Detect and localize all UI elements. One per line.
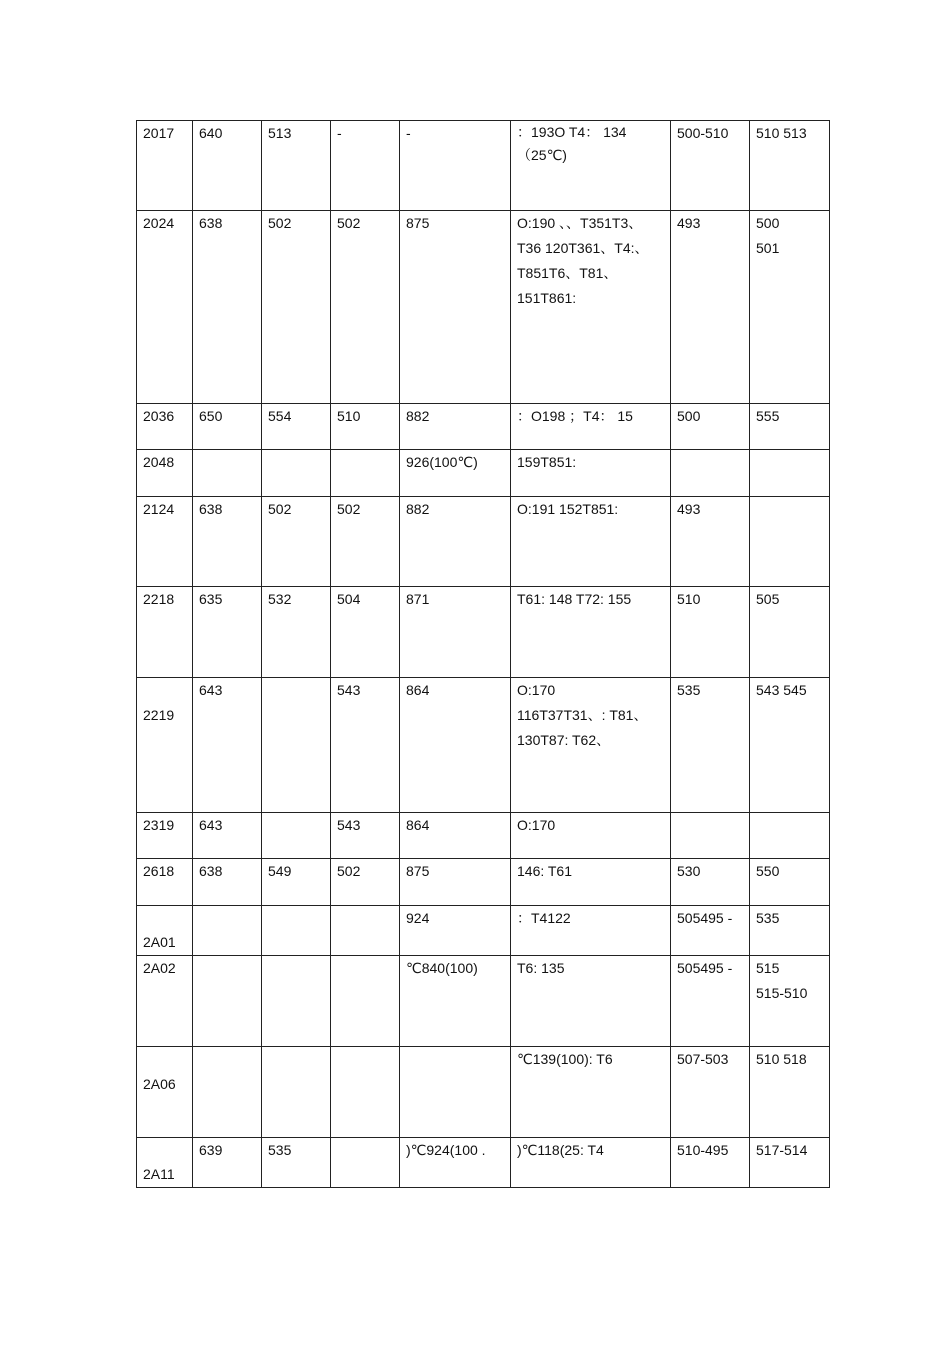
table-cell [262,906,331,956]
table-cell: 146: T61 [511,859,671,906]
table-cell [331,906,400,956]
table-cell: 2A06 [137,1047,193,1138]
table-cell: 2124 [137,497,193,587]
table-cell: 517-514 [750,1138,830,1188]
table-row [137,450,830,497]
table-cell: ：T4122 [511,906,671,956]
table-cell: )℃118(25: T4 [511,1138,671,1188]
table-cell [400,1047,511,1138]
table-cell: 635 [193,587,262,678]
table-cell: 864 [400,678,511,813]
table-cell: 882 [400,404,511,450]
table-cell: ：O198 ；T4： 15 [511,404,671,450]
table-cell: 638 [193,859,262,906]
table-cell: 875 [400,211,511,404]
table-cell: 510 [671,587,750,678]
table-cell: 2219 [137,678,193,813]
table-cell: 543 [331,813,400,859]
table-cell [262,450,331,497]
table-cell: 502 [262,497,331,587]
table-cell [331,1047,400,1138]
table-cell: 2319 [137,813,193,859]
table-cell [193,450,262,497]
table-row [137,497,830,587]
table-cell: 513 [262,121,331,211]
table-cell: T6: 135 [511,956,671,1047]
table-row [137,956,830,1047]
table-cell: 535 [750,906,830,956]
table-cell: ℃139(100): T6 [511,1047,671,1138]
table-cell: 864 [400,813,511,859]
table-cell: 875 [400,859,511,906]
table-cell: 515 515-510 [750,956,830,1047]
table-cell: 638 [193,211,262,404]
table-cell: O:190 、、T351T3、 T36 120T361、T4:、 T851T6、T81、 151T861: [511,211,671,404]
table-cell [193,1047,262,1138]
table-cell: 643 [193,813,262,859]
table-cell: 502 [331,497,400,587]
table-cell: 882 [400,497,511,587]
table-cell: O:170 116T37T31、: T81、 130T87: T62、 [511,678,671,813]
table-cell: 2618 [137,859,193,906]
alloy-properties-table [136,120,830,1188]
table-cell: 2218 [137,587,193,678]
table-cell: 550 [750,859,830,906]
table-cell: 505495 - [671,906,750,956]
table-cell: 871 [400,587,511,678]
table-cell: 638 [193,497,262,587]
table-cell: 2017 [137,121,193,211]
table-cell [750,813,830,859]
table-cell: - [331,121,400,211]
table-cell: 507-503 [671,1047,750,1138]
table-cell [671,813,750,859]
table-cell: 510 513 [750,121,830,211]
table-row [137,587,830,678]
table-cell: 535 [262,1138,331,1188]
table-cell [750,450,830,497]
table-cell: 2A02 [137,956,193,1047]
table-cell: 2036 [137,404,193,450]
table-cell: 2048 [137,450,193,497]
table-cell [671,450,750,497]
table-cell: 2A11 [137,1138,193,1188]
table-cell: 555 [750,404,830,450]
table-cell: 530 [671,859,750,906]
table-cell [262,956,331,1047]
table-cell: 510-495 [671,1138,750,1188]
table-row [137,121,830,211]
table-cell: 502 [331,211,400,404]
table-cell: 543 545 [750,678,830,813]
table-row [137,906,830,956]
table-cell: T61: 148 T72: 155 [511,587,671,678]
table-cell: O:191 152T851: [511,497,671,587]
table-cell: 505495 - [671,956,750,1047]
table-row [137,211,830,404]
table-cell [262,678,331,813]
table-row [137,1047,830,1138]
table-cell: 510 518 [750,1047,830,1138]
table-cell: 493 [671,211,750,404]
table-cell: 2024 [137,211,193,404]
table-cell [331,1138,400,1188]
table-cell: ℃840(100) [400,956,511,1047]
table-cell: O:170 [511,813,671,859]
table-cell: 500-510 [671,121,750,211]
table-row [137,678,830,813]
table-cell [193,906,262,956]
table-cell: 532 [262,587,331,678]
table-cell: 543 [331,678,400,813]
table-row [137,404,830,450]
table-cell: 493 [671,497,750,587]
table-cell: 505 [750,587,830,678]
table-row [137,813,830,859]
table-cell: 502 [331,859,400,906]
table-cell [750,497,830,587]
table-cell [262,1047,331,1138]
table-cell: 926(100℃) [400,450,511,497]
table-cell: 643 [193,678,262,813]
table-cell [193,956,262,1047]
table-cell: 924 [400,906,511,956]
table-cell: 535 [671,678,750,813]
table-cell: ：193O T4： 134 （25℃) [511,121,671,211]
table-cell: 504 [331,587,400,678]
table-cell: 159T851: [511,450,671,497]
table-cell: 500 501 [750,211,830,404]
table-cell: 640 [193,121,262,211]
table-cell: 502 [262,211,331,404]
table-cell: 554 [262,404,331,450]
table-cell: 510 [331,404,400,450]
table-cell [331,450,400,497]
table-row [137,1138,830,1188]
table-cell: - [400,121,511,211]
table-row [137,859,830,906]
table-cell [262,813,331,859]
table-cell: 2A01 [137,906,193,956]
table-cell: 639 [193,1138,262,1188]
table-cell: 500 [671,404,750,450]
table-cell: )℃924(100 . [400,1138,511,1188]
table-cell: 549 [262,859,331,906]
table-cell: 650 [193,404,262,450]
table-cell [331,956,400,1047]
